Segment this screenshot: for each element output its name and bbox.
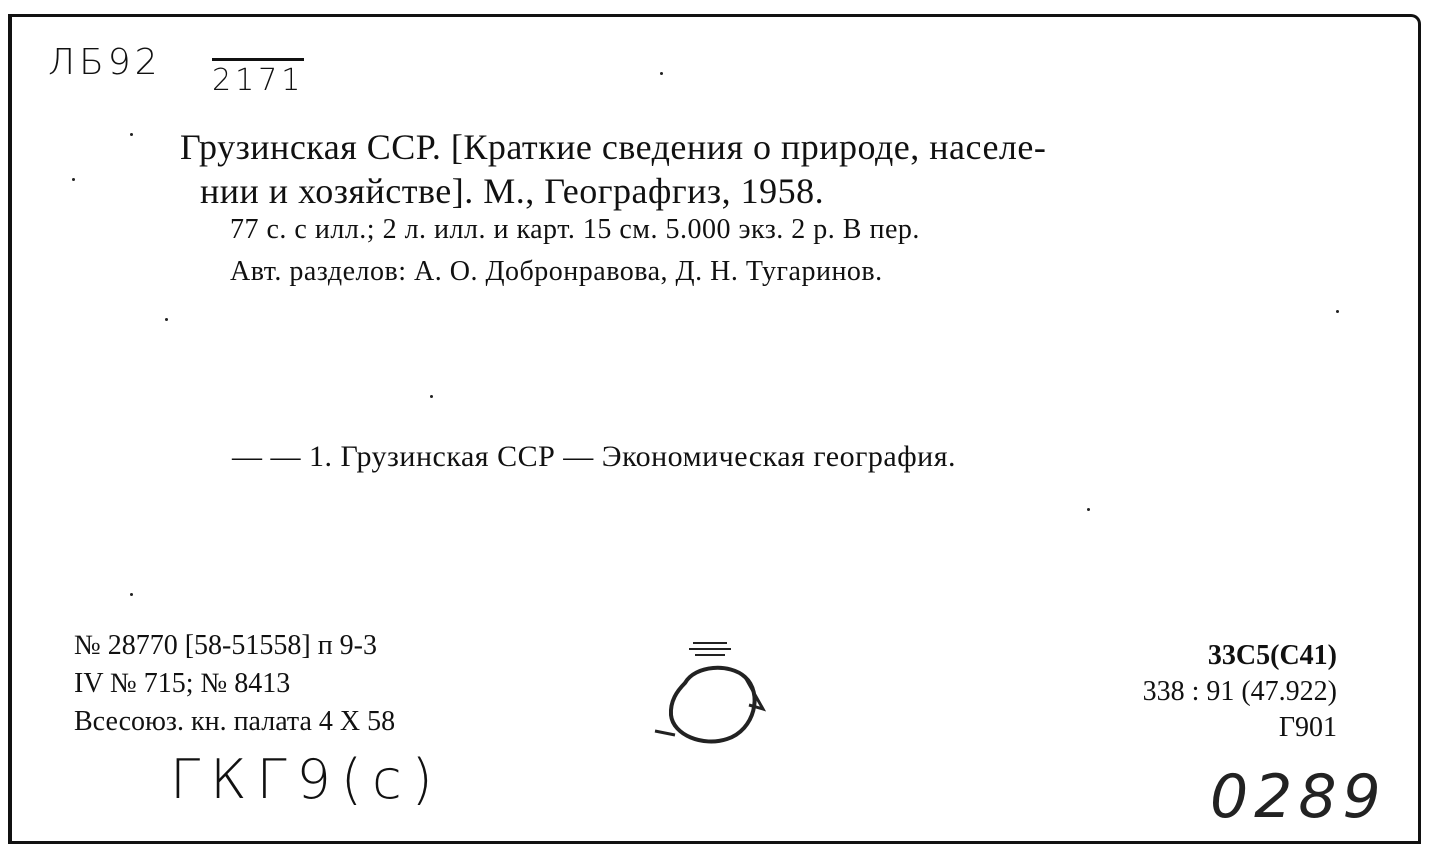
classification-code: 33С5(С41) [1207, 640, 1337, 671]
subject-heading: — — 1. Грузинская ССР — Экономическая география. [232, 440, 956, 473]
handwritten-shelf-code: ЛБ92 [48, 42, 162, 83]
speck [130, 593, 133, 596]
authors-line: Авт. разделов: А. О. Добронравова, Д. Н. Тугаринов. [230, 256, 883, 287]
speck [72, 178, 75, 181]
handwritten-inventory-number: 0289 [1210, 762, 1387, 832]
speck [430, 395, 433, 398]
speck [1087, 508, 1090, 511]
library-stamp-icon [645, 635, 775, 755]
entry-title-line-2: нии и хозяйстве]. М., Географгиз, 1958. [200, 171, 825, 211]
speck [660, 72, 663, 75]
speck [130, 133, 133, 136]
author-mark: Г901 [1278, 712, 1337, 743]
handwritten-bottom-code: ГКГ9(с) [170, 748, 443, 811]
udc-code: 338 : 91 (47.922) [1142, 676, 1337, 707]
entry-title-line-1: Грузинская ССР. [Краткие сведения о природе, населе- [180, 127, 1047, 167]
footer-left-line-2: IV № 715; № 8413 [74, 668, 291, 699]
physical-description: 77 с. с илл.; 2 л. илл. и карт. 15 см. 5.000 экз. 2 р. В пер. [230, 214, 920, 245]
speck [165, 318, 168, 321]
handwritten-shelf-subcode: 2171 [212, 58, 304, 98]
footer-left-line-3: Всесоюз. кн. палата 4 X 58 [74, 706, 396, 737]
footer-left-line-1: № 28770 [58-51558] п 9-3 [74, 630, 377, 661]
speck [1336, 310, 1339, 313]
